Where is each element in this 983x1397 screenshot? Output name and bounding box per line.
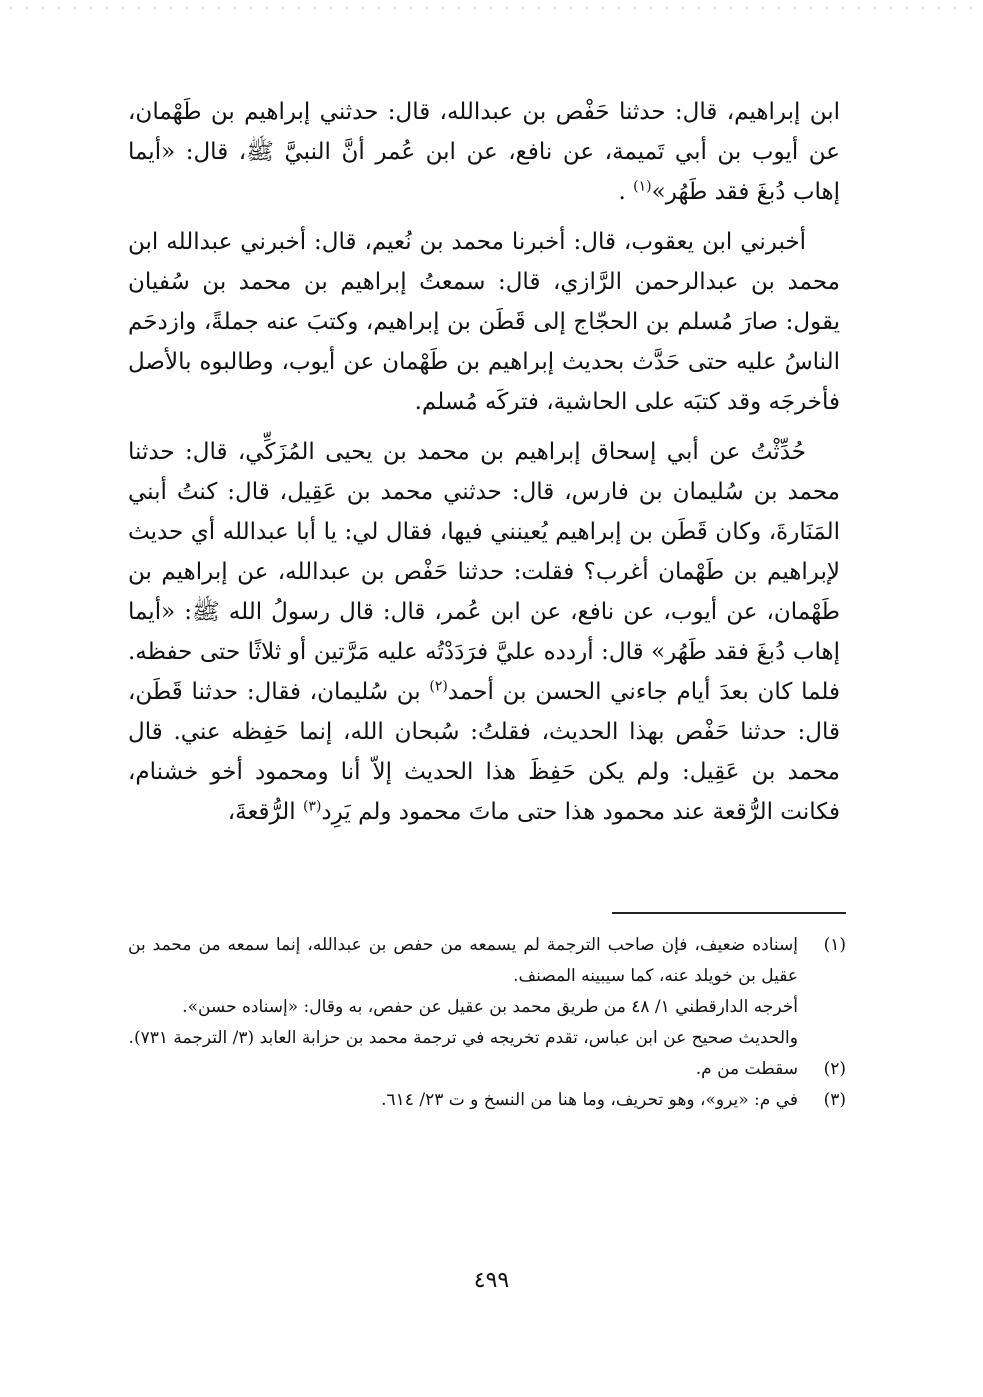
footnotes <box>128 930 846 1116</box>
paragraph-1-tail: . <box>618 179 634 205</box>
main-text <box>128 92 840 842</box>
footnote-1-continuation-1: أخرجه الدارقطني ١/ ٤٨ من طريق محمد بن عقيل عن حفص، به وقال: «إسناده حسن». <box>182 997 798 1017</box>
scan-edge-marks <box>0 2 983 14</box>
paragraph-3-text: حُدِّثْتُ عن أبي إسحاق إبراهيم بن محمد بن يحيى المُزَكِّي، قال: حدثنا محمد بن سُليمان بن فارس، قال: حدثني محمد بن عَقِيل، قال: كنتُ أبني المَنَارةَ، وكان قَطَن بن إبراهيم يُعينني فيها، فقال لي: يا أبا عبدالله أي حديث لإبراهيم بن طَهْمان أغرب؟ فقلت: حدثنا حَفْص بن عبدالله، عن إبراهيم بن طَهْمان، عن أيوب، عن نافع، عن ابن عُمر، قال: قال رسولُ الله ﷺ: «أيما إهاب دُبغَ فقد طَهُر» قال: أردده عليَّ فرَدَدْتُه عليه مَرَّتين أو ثلاثًا حتى حفظه. فلما كان بعدَ أيام جاءني الحسن بن أحمد <box>128 439 840 705</box>
footnote-3-text: في م: «يرو»، وهو تحريف، وما هنا من النسخ و ت ٢٣/ ٦١٤. <box>381 1090 798 1110</box>
paragraph-3-text-3: الرُّقعةَ، <box>227 799 303 825</box>
page-number: ٤٩٩ <box>473 1268 510 1293</box>
footnote-1-text: إسناده ضعيف، فإن صاحب الترجمة لم يسمعه من حفص بن عبدالله، إنما سمعه من محمد بن عقيل بن خويلد عنه، كما سيبينه المصنف. <box>128 935 798 986</box>
footnote-ref-3: (٣) <box>302 798 322 815</box>
paragraph-1 <box>128 92 840 212</box>
footnote-separator <box>612 912 846 914</box>
paragraph-1-text: ابن إبراهيم، قال: حدثنا حَفْص بن عبدالله، قال: حدثني إبراهيم بن طَهْمان، عن أيوب بن أبي تَميمة، عن نافع، عن ابن عُمر أنَّ النبيَّ ﷺ، قال: «أيما إهاب دُبغَ فقد طَهُر» <box>128 99 840 205</box>
footnote-1-continuation-2: والحديث صحيح عن ابن عباس، تقدم تخريجه في ترجمة محمد بن حزابة العابد (٣/ الترجمة ٧٣١). <box>128 1028 798 1048</box>
footnote-2 <box>128 1054 846 1085</box>
footnote-1-number: (١) <box>823 935 846 955</box>
footnote-ref-1: (١) <box>633 178 652 195</box>
footnote-2-number: (٢) <box>823 1059 846 1079</box>
footnote-3 <box>128 1085 846 1116</box>
paragraph-3-text-2: بن سُليمان، فقال: حدثنا قَطَن، قال: حدثنا حَفْص بهذا الحديث، فقلتُ: سُبحان الله، إنما حَفِظه عني. قال محمد بن عَقِيل: ولم يكن حَفِظَ هذا الحديث إلاّ أنا ومحمود أخو خشنام، فكانت الرُّقعة عند محمود هذا حتى ماتَ محمود ولم يَرِد <box>128 679 840 825</box>
paragraph-2: أخبرني ابن يعقوب، قال: أخبرنا محمد بن نُعيم، قال: أخبرني عبدالله ابن محمد بن عبدالرحمن الرَّازي، قال: سمعتُ إبراهيم بن محمد بن سُفيان يقول: صارَ مُسلم بن الحجّاج إلى قَطَن بن إبراهيم، وكتبَ عنه جملةً، وازدحَم الناسُ عليه حتى حَدَّث بحديث إبراهيم بن طَهْمان عن أيوب، وطالبوه بالأصل فأخرجَه وقد كتبَه على الحاشية، فتركَه مُسلم. <box>128 229 840 415</box>
paragraph-3 <box>128 432 840 832</box>
footnote-ref-2: (٢) <box>429 678 448 695</box>
footnote-3-number: (٣) <box>823 1090 846 1110</box>
footnote-2-text: سقطت من م. <box>695 1059 798 1079</box>
footnote-1 <box>128 930 846 992</box>
